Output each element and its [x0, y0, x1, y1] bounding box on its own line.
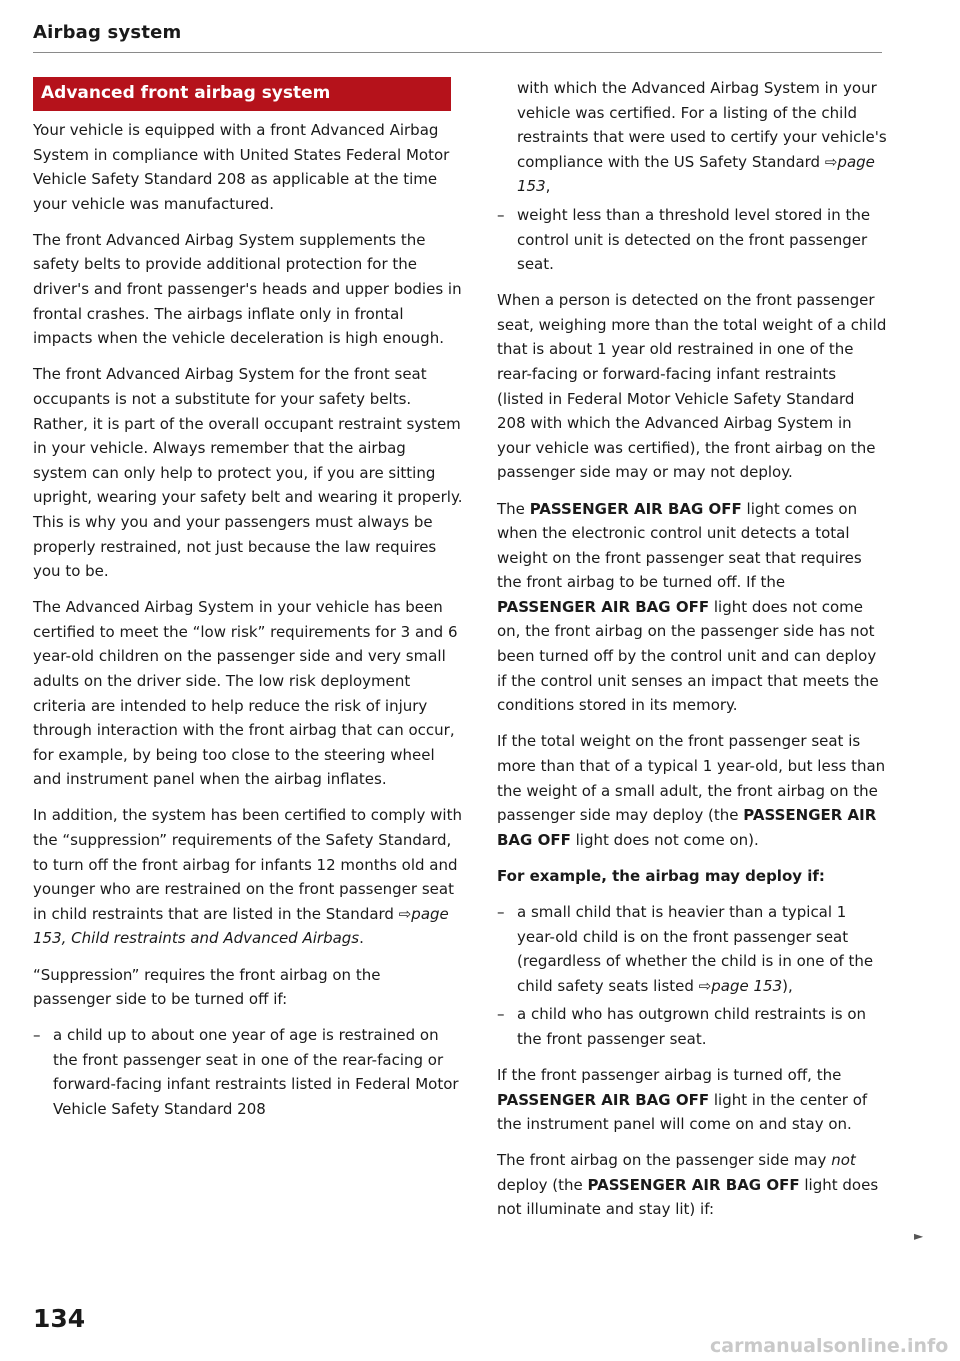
paragraph-text: The — [497, 499, 525, 518]
emphasis: not — [831, 1151, 856, 1170]
dash-bullet: – — [33, 1026, 41, 1045]
indicator-light-name: PASSENGER AIR BAG OFF — [529, 499, 742, 518]
paragraph-text: light does not come on, the front airbag on the passenger side has not been turned off by the control unit and can deploy if the control unit senses an impact that meets the conditions stored in its memory. — [497, 597, 879, 715]
list-item — [497, 900, 887, 998]
punctuation: ), — [782, 976, 793, 995]
paragraph-text: If the front passenger airbag is turned off, the — [497, 1065, 842, 1084]
punctuation: , — [545, 177, 551, 196]
paragraph: “Suppression” requires the front airbag on the passenger side to be turned off if: — [33, 965, 381, 1009]
list-item — [497, 203, 887, 277]
paragraph — [497, 1063, 887, 1137]
paragraph: The Advanced Airbag System in your vehicle has been certified to meet the “low risk” requirements for 3 and 6 year-old children on the passenger side and very small adults on the driver side. The low risk deployment criteria are intended to help reduce the risk of injury through interaction with the front airbag that can occur, for example, by being too close to the steering wheel and instrument panel when the airbag inflates. — [33, 598, 458, 789]
page-reference-link[interactable]: ⇨page 153, Child restraints and Advanced Airbags — [33, 904, 449, 948]
paragraph-text: light comes on when the electronic control unit detects a total weight on the front passenger seat that requires the front airbag to be turned off. If the — [497, 499, 862, 592]
paragraph — [497, 729, 887, 852]
left-column — [33, 118, 463, 1126]
list-item-continued — [497, 76, 887, 199]
paragraph: The front Advanced Airbag System for the front seat occupants is not a substitute for your safety belts. Rather, it is part of the overall occupant restraint system in your vehicle. Always remember that the airbag system can only help to protect you, if you are sitting upright, wearing your safety belt and wearing it properly. This is why you and your passengers must always be properly restrained, not just because the law requires you to be. — [33, 365, 463, 581]
paragraph: The front Advanced Airbag System supplements the safety belts to provide additional protection for the driver's and front passenger's heads and upper bodies in frontal crashes. The airbags inflate only in frontal impacts when the vehicle deceleration is high enough. — [33, 230, 462, 348]
continue-arrow-icon: ► — [914, 1229, 924, 1243]
paragraph-text: light does not come on). — [575, 830, 759, 849]
dash-bullet: – — [497, 902, 505, 921]
paragraph — [497, 497, 887, 718]
indicator-light-name: PASSENGER AIR BAG OFF — [497, 597, 710, 616]
subheading-text: For example, the airbag may deploy if: — [497, 866, 825, 885]
indicator-light-name: PASSENGER AIR BAG OFF — [497, 806, 877, 849]
paragraph-text: light in the center of the instrument panel will come on and stay on. — [497, 1090, 868, 1134]
indicator-light-name: PASSENGER AIR BAG OFF — [587, 1175, 800, 1194]
paragraph: Your vehicle is equipped with a front Advanced Airbag System in compliance with United States Federal Motor Vehicle Safety Standard 208 as applicable at the time your vehicle was manufactured. — [33, 121, 450, 213]
list-item — [33, 1023, 463, 1121]
dash-bullet: – — [497, 205, 505, 224]
paragraph-text: In addition, the system has been certified to comply with the “suppression” requirements of the Safety Standard, to turn off the front airbag for infants 12 months old and younger who are restrained on the front passenger seat in child restraints that are listed in the Standard — [33, 806, 462, 923]
watermark: carmanualsonline.info — [710, 1335, 949, 1357]
subheading — [497, 864, 887, 889]
list-item-text: with which the Advanced Airbag System in your vehicle was certified. For a listing of the child restraints that were used to certify your vehicle's compliance with the US Safety Standard — [517, 79, 887, 171]
list-item-text: a child who has outgrown child restraints is on the front passenger seat. — [517, 1005, 867, 1048]
page-number: 134 — [33, 1304, 86, 1333]
paragraph — [497, 1148, 887, 1222]
list-item-text: a small child that is heavier than a typical 1 year-old child is on the front passenger seat (regardless of whether the child is in one of the child safety seats listed — [517, 902, 874, 995]
running-header: Airbag system — [33, 22, 182, 43]
dash-bullet: – — [497, 1005, 505, 1024]
paragraph: When a person is detected on the front passenger seat, weighing more than the total weight of a child that is about 1 year old restrained in one of the rear-facing or forward-facing infant restraints (listed in Federal Motor Vehicle Safety Standard 208 with which the Advanced Airbag System in your vehicle was certified), the front airbag on the passenger side may or may not deploy. — [497, 291, 887, 482]
paragraph — [33, 803, 463, 951]
list-item-text: weight less than a threshold level stored in the control unit is detected on the front passenger seat. — [517, 205, 871, 274]
paragraph-text: light does not illuminate and stay lit) if: — [497, 1175, 879, 1219]
page-reference-link[interactable]: ⇨page 153 — [698, 976, 783, 995]
page-reference-link[interactable]: ⇨page 153 — [517, 152, 875, 196]
section-heading: Advanced front airbag system — [41, 83, 331, 103]
paragraph-text: The front airbag on the passenger side may — [497, 1151, 827, 1170]
indicator-light-name: PASSENGER AIR BAG OFF — [497, 1090, 710, 1109]
right-column — [497, 76, 887, 1222]
list-item — [497, 1002, 887, 1051]
paragraph-text: deploy (the — [497, 1175, 583, 1194]
list-item-text: a child up to about one year of age is restrained on the front passenger seat in one of the rear-facing or forward-facing infant restraints listed in Federal Motor Vehicle Safety Standard 208 — [53, 1026, 459, 1118]
paragraph-text: If the total weight on the front passenger seat is more than that of a typical 1 year-old, but less than the weight of a small adult, the front airbag on the passenger side may deploy (the — [497, 732, 886, 825]
header-divider — [33, 52, 882, 53]
punctuation: . — [359, 929, 364, 948]
